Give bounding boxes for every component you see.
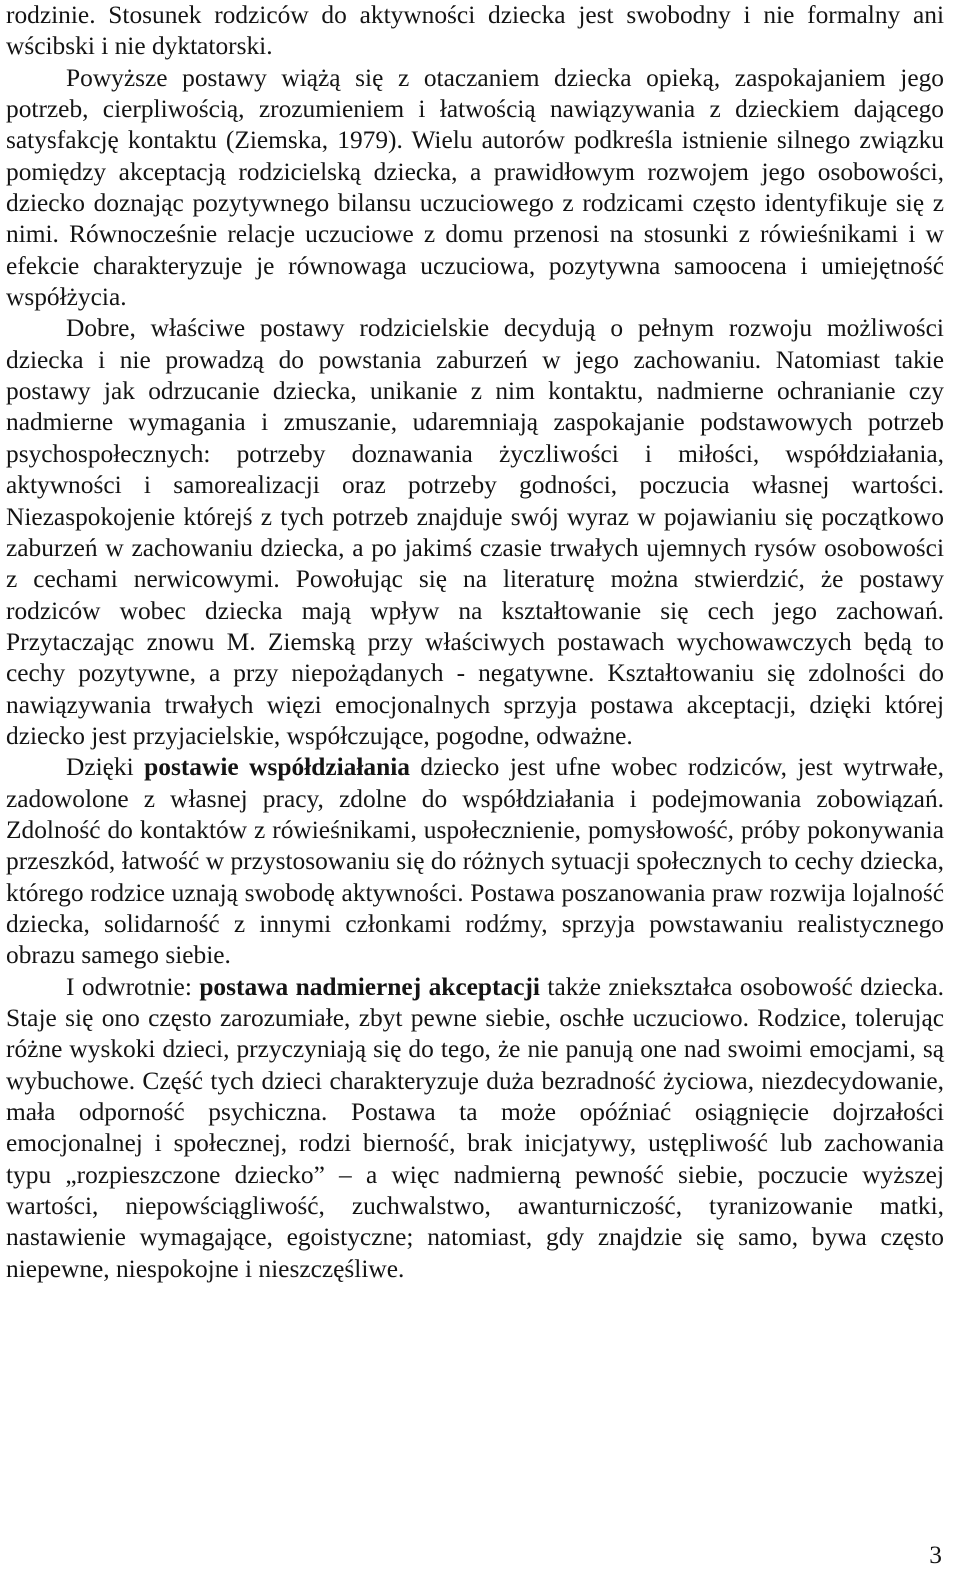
document-page bbox=[6, 0, 944, 1285]
term-cooperation: postawie współdziałania bbox=[144, 753, 410, 782]
paragraph-cooperation bbox=[6, 752, 944, 971]
page-number: 3 bbox=[929, 1541, 942, 1569]
paragraph-excessive-acceptance bbox=[6, 972, 944, 1285]
paragraph-cooperation-body: dziecko jest ufne wobec rodziców, jest wytrwałe, zadowolone z własnej pracy, zdolne do współdziałania i podejmowania zobowiązań. Zdolność do kontaktów z rówieśnikami, uspołecznienie, pomysłowość, próby pokonywania przeszkód, łatwość w przystosowaniu się do różnych sytuacji społecznych to cechy dziecka, którego rodzice uznają swobodę aktywności. Postawa poszanowania praw rozwija lojalność dziecka, solidarność z innymi członkami rodźmy, sprzyja powstawaniu realistycznego obrazu samego siebie. bbox=[6, 753, 944, 970]
paragraph-continuation: rodzinie. Stosunek rodziców do aktywności dziecka jest swobodny i nie formalny ani wścibski i nie dyktatorski. bbox=[6, 1, 944, 61]
paragraph-acceptance: Powyższe postawy wiążą się z otaczaniem dziecka opieką, zaspokajaniem jego potrzeb, cierpliwością, zrozumieniem i łatwością nawiązywania z dzieckiem dającego satysfakcję kontaktu (Ziemska, 1979). Wielu autorów podkreśla istnienie silnego związku pomiędzy akceptacją rodzicielską dziecka, a prawidłowym rozwojem jego osobowości, dziecko doznając pozytywnego bilansu uczuciowego z rodzicami często identyfikuje się z nimi. Równocześnie relacje uczuciowe z domu przenosi na stosunki z rówieśnikami i w efekcie charakteryzuje je równowaga uczuciowa, pozytywna samoocena i umiejętność współżycia. bbox=[6, 63, 944, 312]
paragraph-excessive-acceptance-body: także zniekształca osobowość dziecka. Staje się ono często zarozumiałe, zbyt pewne siebie, oschłe uczuciowo. Rodzice, tolerując różne wyskoki dzieci, przyczyniają się do tego, że nie panują one nad swoimi emocjami, są wybuchowe. Część tych dzieci charakteryzuje duża bezradność życiowa, niezdecydowanie, mała odporność psychiczna. Postawa ta może opóźniać osiągnięcie dojrzałości emocjonalnej i społecznej, rodzi bierność, brak inicjatywy, ustępliwość lub zachowania typu „rozpieszczone dziecko” – a więc nadmierną pewność siebie, poczucie wyższej wartości, niepowściągliwość, zuchwalstwo, awanturniczość, tyranizowanie matki, nastawienie wymagające, egoistyczne; natomiast, gdy znajdzie się samo, bywa często niepewne, niespokojne i nieszczęśliwe. bbox=[6, 972, 945, 1283]
term-excessive-acceptance: postawa nadmiernej akceptacji bbox=[199, 972, 540, 1001]
paragraph-cooperation-lead: Dzięki bbox=[66, 753, 145, 782]
paragraph-good-attitudes: Dobre, właściwe postawy rodzicielskie decydują o pełnym rozwoju możliwości dziecka i nie prowadzą do powstania zaburzeń w jego zachowaniu. Natomiast takie postawy jak odrzucanie dziecka, unikanie z nim kontaktu, nadmierne ochranianie czy nadmierne wymagania i zmuszanie, udaremniają zaspokajanie podstawowych potrzeb psychospołecznych: potrzeby doznawania życzliwości i miłości, współdziałania, aktywności i samorealizacji oraz potrzeby godności, poczucia własnej wartości. Niezaspokojenie którejś z tych potrzeb znajduje swój wyraz w pojawianiu się początkowo zaburzeń w zachowaniu dziecka, a po jakimś czasie trwałych ujemnych rysów osobowości z cechami nerwicowymi. Powołując się na literaturę można stwierdzić, że postawy rodziców wobec dziecka mają wpływ na kształtowanie się cech jego zachowań. Przytaczając znowu M. Ziemską przy właściwych postawach wychowawczych będą to cechy pozytywne, a przy niepożądanych - negatywne. Kształtowaniu się zdolności do nawiązywania trwałych więzi emocjonalnych sprzyja postawa akceptacji, dzięki której dziecko jest przyjacielskie, współczujące, pogodne, odważne. bbox=[6, 314, 944, 750]
paragraph-excessive-acceptance-lead: I odwrotnie: bbox=[66, 972, 200, 1001]
